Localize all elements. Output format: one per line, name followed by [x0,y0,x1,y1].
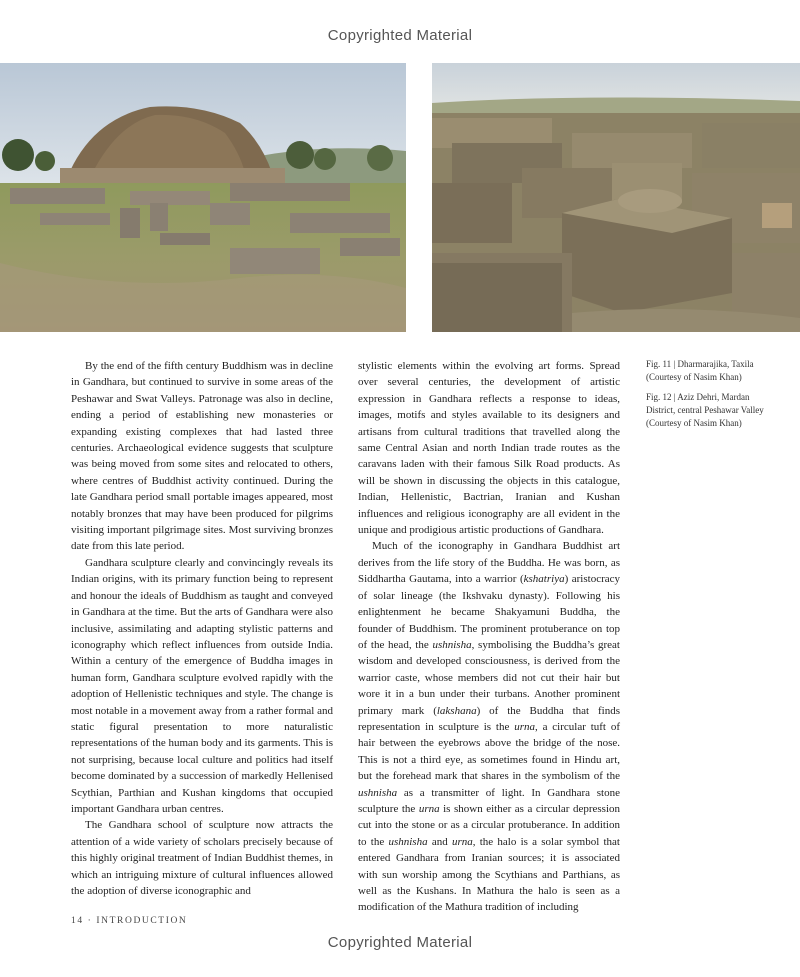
text-run: is shown either as a circular depression cut into the stone or as a circular protuberance. In addition to the [358,802,621,848]
text-run: , symbolising the Buddha’s great wisdom and developed consciousness, is derived from the warrior caste, whose members did not cut their hair but wore it in a bun under their turbans. Another prominent primary mark ( [358,638,620,717]
paragraph: Gandhara sculpture clearly and convincingly reveals its Indian origins, with its primary function being to represent and honour the ideals of Buddhism as taught and conveyed in Gandhara at the time. But the arts of Gandhara were also inclusive, assimilating and adapting stylistic patterns and iconography which reflect influences from outside India. Within a century of the emergence of Buddha images in human form, Gandhara sculpture evolved rapidly with the adoption of Hellenistic techniques and style. The change is most notable in a movement away from a rather formal and static figural presentation to more naturalistic representations of the human body and its garments. This is not surprising, because local culture and politics had itself become dominated by a succession of markedly Hellenised Scythian, Parthian and Kushan kingdoms that occupied important Gandhara urban centres. [71,556,333,815]
italic-term: ushnisha [388,835,428,848]
italic-term: urna [514,720,535,733]
figure-caption-12: Fig. 12 | Aziz Dehri, Mardan District, central Peshawar Valley (Courtesy of Nasim Khan) [646,392,764,428]
italic-term: ushnisha [432,638,472,651]
text-run: as a transmitter of light. In Gandhara stone sculpture the [358,786,620,815]
text-run: Much of the iconography in Gandhara Buddhist art derives from the life story of the Buddha. He was born, as Siddhartha Gautama, into a warrior ( [358,540,620,586]
copyright-watermark-bottom: Copyrighted Material [327,934,473,951]
italic-term: ushnisha [358,786,398,799]
paragraph: stylistic elements within the evolving art forms. Spread over several centuries, the development of artistic expression in Gandhara reflects a response to ideas, images, motifs and styles available to its designers and artisans from cultural traditions that travelled along the same Central Asian and north Indian trade routes as the caravans laden with their famous Silk Road products. As will be shown in discussing the objects in this catalogue, Indian, Hellenistic, Bactrian, Iranian and Kushan influences and religious iconography are all evident in the unique and prodigious artistic productions of Gandhara. [358,360,620,537]
body-column-1 [71,358,333,899]
body-column-2 [358,358,620,916]
italic-term: lakshana [436,704,477,717]
italic-term: urna [418,802,440,815]
figure-captions [646,358,764,437]
text-run: ) aristocracy of solar lineage (the Ikshvaku dynasty). Following his enlightenment he became Shakyamuni Buddha, the founder of Buddhism. The prominent protuberance on top of the head, the [358,573,621,651]
italic-term: kshatriya [523,573,565,586]
photo-dharmarajika [0,63,406,332]
italic-term: urna [451,835,473,848]
text-run: , the halo is a solar symbol that entered Gandhara from Iranian sources; it is associated with sun worship among the Scythians and Parthians, as well as the Kushans. In Mathura the halo is seen as a modification of the Mathura tradition of including [358,835,620,914]
copyright-watermark-top: Copyrighted Material [327,27,473,44]
figure-caption-11: Fig. 11 | Dharmarajika, Taxila (Courtesy of Nasim Khan) [646,359,754,382]
text-run: ) of the Buddha that finds representation in sculpture is the [358,704,620,733]
text-run: and [427,835,452,848]
paragraph [358,538,620,915]
text-run: , a circular tuft of hair between the eyebrows above the bridge of the nose. This is not a third eye, as sometimes found in Hindu art, but the forehead mark that shares in the symbolism of the [358,720,620,783]
photo-aziz-dehri [432,63,800,332]
page-folio: 14 · INTRODUCTION [71,916,188,926]
paragraph: By the end of the fifth century Buddhism was in decline in Gandhara, but continued to survive in some areas of the Peshawar and Swat Valleys. Patronage was also in decline, ending a period of establishing new monasteries or expanding existing complexes that had lasted three centuries. Archaeological evidence suggests that sculpture was being moved from some sites and relocated to others, where centres of Buddhist activity continued. During the late Gandhara period small portable images appeared, most notably bronzes that may have been produced for pilgrims visiting important pilgrimage sites. Most surviving bronzes date from this late period. [71,360,333,553]
paragraph: The Gandhara school of sculpture now attracts the attention of a wide variety of scholars precisely because of this highly original treatment of Indian Buddhist themes, in which an intriguing mixture of cultural influences allowed the adoption of diverse iconographic and [71,819,333,897]
